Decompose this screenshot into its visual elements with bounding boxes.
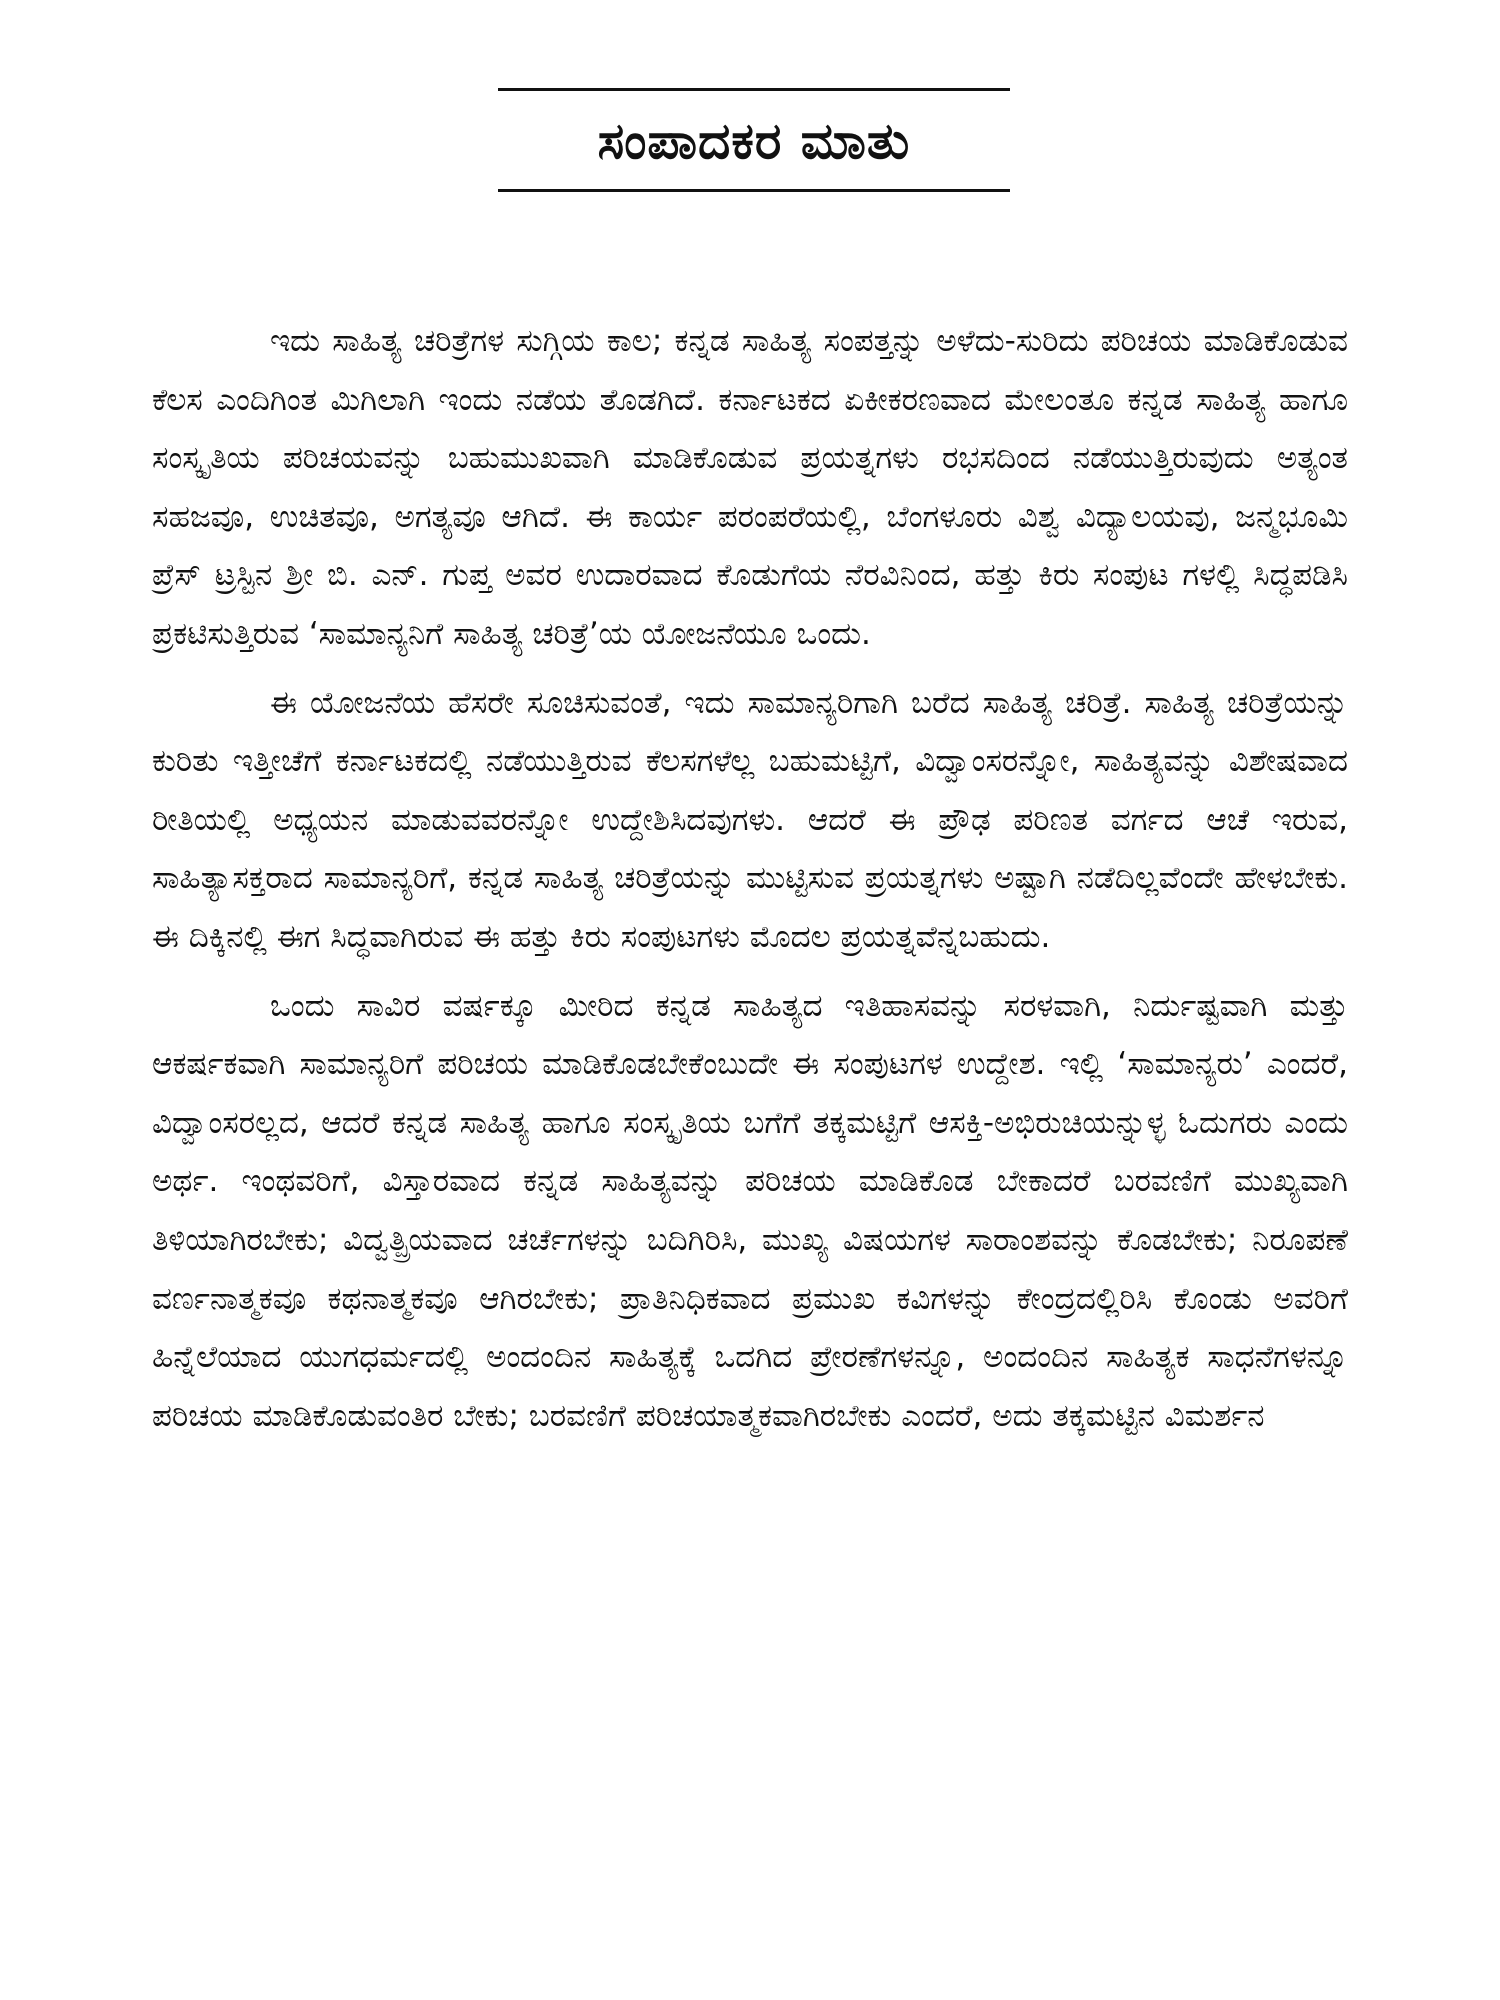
paragraph-1: ಇದು ಸಾಹಿತ್ಯ ಚರಿತ್ರೆಗಳ ಸುಗ್ಗಿಯ ಕಾಲ; ಕನ್ನಡ ಸಾಹಿತ್ಯ ಸಂಪತ್ತನ್ನು ಅಳೆದು-ಸುರಿದು ಪರಿಚಯ ಮಾಡಿಕೊಡುವ ಕೆಲಸ ಎಂದಿಗಿಂತ ಮಿಗಿಲಾಗಿ ಇಂದು ನಡೆಯ ತೊಡಗಿದೆ. ಕರ್ನಾಟಕದ ಏಕೀಕರಣವಾದ ಮೇಲಂತೂ ಕನ್ನಡ ಸಾಹಿತ್ಯ ಹಾಗೂ ಸಂಸ್ಕೃತಿಯ ಪರಿಚಯವನ್ನು ಬಹುಮುಖವಾಗಿ ಮಾಡಿಕೊಡುವ ಪ್ರಯತ್ನಗಳು ರಭಸದಿಂದ ನಡೆಯುತ್ತಿರುವುದು ಅತ್ಯಂತ ಸಹಜವೂ, ಉಚಿತವೂ, ಅಗತ್ಯವೂ ಆಗಿದೆ. ಈ ಕಾರ್ಯ ಪರಂಪರೆಯಲ್ಲಿ, ಬೆಂಗಳೂರು ವಿಶ್ವ ವಿದ್ಯಾಲಯವು, ಜನ್ಮಭೂಮಿ ಪ್ರೆಸ್ ಟ್ರಸ್ಟಿನ ಶ್ರೀ ಬಿ. ಎನ್. ಗುಪ್ತ ಅವರ ಉದಾರವಾದ ಕೊಡುಗೆಯ ನೆರವಿನಿಂದ, ಹತ್ತು ಕಿರು ಸಂಪುಟ ಗಳಲ್ಲಿ ಸಿದ್ಧಪಡಿಸಿ ಪ್ರಕಟಿಸುತ್ತಿರುವ ‘ಸಾಮಾನ್ಯನಿಗೆ ಸಾಹಿತ್ಯ ಚರಿತ್ರೆ’ಯ ಯೋಜನೆಯೂ ಒಂದು.	[152, 323, 1348, 652]
page-title: ಸಂಪಾದಕರ ಮಾತು	[597, 112, 911, 170]
paragraph-2: ಈ ಯೋಜನೆಯ ಹೆಸರೇ ಸೂಚಿಸುವಂತೆ, ಇದು ಸಾಮಾನ್ಯರಿಗಾಗಿ ಬರೆದ ಸಾಹಿತ್ಯ ಚರಿತ್ರೆ. ಸಾಹಿತ್ಯ ಚರಿತ್ರೆಯನ್ನು ಕುರಿತು ಇತ್ತೀಚೆಗೆ ಕರ್ನಾಟಕದಲ್ಲಿ ನಡೆಯುತ್ತಿರುವ ಕೆಲಸಗಳೆಲ್ಲ ಬಹುಮಟ್ಟಿಗೆ, ವಿದ್ವಾಂಸರನ್ನೋ, ಸಾಹಿತ್ಯವನ್ನು ವಿಶೇಷವಾದ ರೀತಿಯಲ್ಲಿ ಅಧ್ಯಯನ ಮಾಡುವವರನ್ನೋ ಉದ್ದೇಶಿಸಿದವುಗಳು. ಆದರೆ ಈ ಪ್ರೌಢ ಪರಿಣತ ವರ್ಗದ ಆಚೆ ಇರುವ, ಸಾಹಿತ್ಯಾಸಕ್ತರಾದ ಸಾಮಾನ್ಯರಿಗೆ, ಕನ್ನಡ ಸಾಹಿತ್ಯ ಚರಿತ್ರೆಯನ್ನು ಮುಟ್ಟಿಸುವ ಪ್ರಯತ್ನಗಳು ಅಷ್ಟಾಗಿ ನಡೆದಿಲ್ಲವೆಂದೇ ಹೇಳಬೇಕು. ಈ ದಿಕ್ಕಿನಲ್ಲಿ ಈಗ ಸಿದ್ಧವಾಗಿರುವ ಈ ಹತ್ತು ಕಿರು ಸಂಪುಟಗಳು ಮೊದಲ ಪ್ರಯತ್ನವೆನ್ನಬಹುದು.	[152, 684, 1348, 955]
paragraph-3: ಒಂದು ಸಾವಿರ ವರ್ಷಕ್ಕೂ ಮೀರಿದ ಕನ್ನಡ ಸಾಹಿತ್ಯದ ಇತಿಹಾಸವನ್ನು ಸರಳವಾಗಿ, ನಿರ್ದುಷ್ಟವಾಗಿ ಮತ್ತು ಆಕರ್ಷಕವಾಗಿ ಸಾಮಾನ್ಯರಿಗೆ ಪರಿಚಯ ಮಾಡಿಕೊಡಬೇಕೆಂಬುದೇ ಈ ಸಂಪುಟಗಳ ಉದ್ದೇಶ. ಇಲ್ಲಿ ‘ಸಾಮಾನ್ಯರು’ ಎಂದರೆ, ವಿದ್ವಾಂಸರಲ್ಲದ, ಆದರೆ ಕನ್ನಡ ಸಾಹಿತ್ಯ ಹಾಗೂ ಸಂಸ್ಕೃತಿಯ ಬಗೆಗೆ ತಕ್ಕಮಟ್ಟಿಗೆ ಆಸಕ್ತಿ-ಅಭಿರುಚಿಯನ್ನುಳ್ಳ ಓದುಗರು ಎಂದು ಅರ್ಥ. ಇಂಥವರಿಗೆ, ವಿಸ್ತಾರವಾದ ಕನ್ನಡ ಸಾಹಿತ್ಯವನ್ನು ಪರಿಚಯ ಮಾಡಿಕೊಡ ಬೇಕಾದರೆ ಬರವಣಿಗೆ ಮುಖ್ಯವಾಗಿ ತಿಳಿಯಾಗಿರಬೇಕು; ವಿದ್ವತ್ಪ್ರಿಯವಾದ ಚರ್ಚೆಗಳನ್ನು ಬದಿಗಿರಿಸಿ, ಮುಖ್ಯ ವಿಷಯಗಳ ಸಾರಾಂಶವನ್ನು ಕೊಡಬೇಕು; ನಿರೂಪಣೆ ವರ್ಣನಾತ್ಮಕವೂ ಕಥನಾತ್ಮಕವೂ ಆಗಿರಬೇಕು; ಪ್ರಾತಿನಿಧಿಕವಾದ ಪ್ರಮುಖ ಕವಿಗಳನ್ನು ಕೇಂದ್ರದಲ್ಲಿರಿಸಿ ಕೊಂಡು ಅವರಿಗೆ ಹಿನ್ನೆಲೆಯಾದ ಯುಗಧರ್ಮದಲ್ಲಿ ಅಂದಂದಿನ ಸಾಹಿತ್ಯಕ್ಕೆ ಒದಗಿದ ಪ್ರೇರಣೆಗಳನ್ನೂ, ಅಂದಂದಿನ ಸಾಹಿತ್ಯಕ ಸಾಧನೆಗಳನ್ನೂ ಪರಿಚಯ ಮಾಡಿಕೊಡುವಂತಿರ ಬೇಕು; ಬರವಣಿಗೆ ಪರಿಚಯಾತ್ಮಕವಾಗಿರಬೇಕು ಎಂದರೆ, ಅದು ತಕ್ಕಮಟ್ಟಿನ ವಿಮರ್ಶನ	[152, 987, 1348, 1434]
body-text	[152, 312, 1348, 1455]
title-bottom-rule	[498, 189, 1010, 192]
page-header	[498, 88, 1010, 192]
